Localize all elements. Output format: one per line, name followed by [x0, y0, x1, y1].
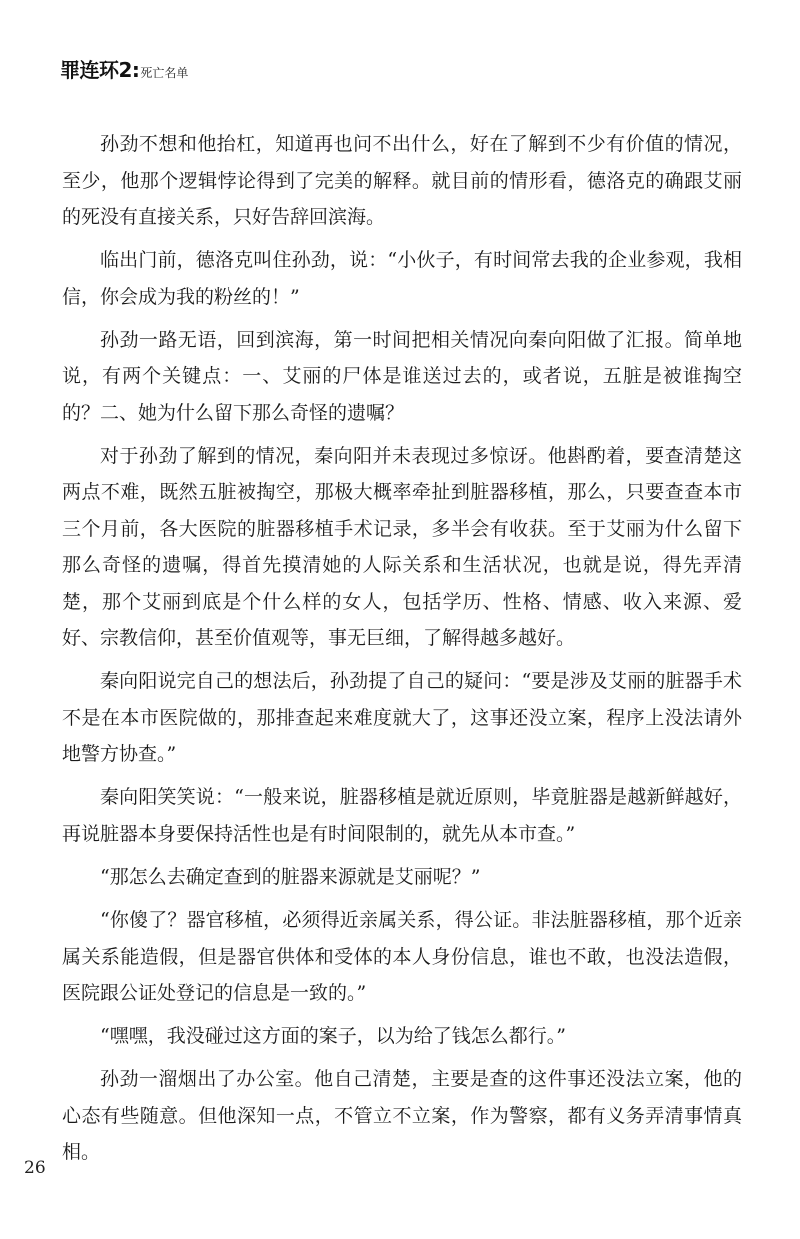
body-text	[62, 126, 742, 1177]
paragraph: “那怎么去确定查到的脏器来源就是艾丽呢？”	[100, 866, 481, 889]
page-number: 26	[24, 1158, 46, 1178]
paragraph: 秦向阳说完自己的想法后，孙劲提了自己的疑问：“要是涉及艾丽的脏器手术不是在本市医院做的，那排查起来难度就大了，这事还没立案，程序上没法请外地警方协查。”	[62, 670, 742, 766]
paragraph: 对于孙劲了解到的情况，秦向阳并未表现过多惊讶。他斟酌着，要查清楚这两点不难，既然五脏被掏空，那极大概率牵扯到脏器移植，那么，只要查查本市三个月前，各大医院的脏器移植手术记录，多半会有收获。至于艾丽为什么留下那么奇怪的遗嘱，得首先摸清她的人际关系和生活状况，也就是说，得先弄清楚，那个艾丽到底是个什么样的女人，包括学历、性格、情感、收入来源、爱好、宗教信仰，甚至价值观等，事无巨细，了解得越多越好。	[62, 444, 742, 650]
paragraph: 孙劲一溜烟出了办公室。他自己清楚，主要是查的这件事还没法立案，他的心态有些随意。但他深知一点，不管立不立案，作为警察，都有义务弄清事情真相。	[62, 1068, 742, 1164]
paragraph: 孙劲不想和他抬杠，知道再也问不出什么，好在了解到不少有价值的情况，至少，他那个逻辑悖论得到了完美的解释。就目前的情形看，德洛克的确跟艾丽的死没有直接关系，只好告辞回滨海。	[62, 133, 742, 228]
paragraph: “你傻了？器官移植，必须得近亲属关系，得公证。非法脏器移植，那个近亲属关系能造假，但是器官供体和受体的本人身份信息，谁也不敢，也没法造假，医院跟公证处登记的信息是一致的。”	[62, 909, 742, 1005]
book-title: 罪连环2:	[60, 58, 140, 82]
running-header	[60, 54, 188, 83]
paragraph: 秦向阳笑笑说：“一般来说，脏器移植是就近原则，毕竟脏器是越新鲜越好，再说脏器本身要保持活性也是有时间限制的，就先从本市查。”	[62, 786, 742, 845]
paragraph: “嘿嘿，我没碰过这方面的案子，以为给了钱怎么都行。”	[100, 1025, 566, 1048]
paragraph: 孙劲一路无语，回到滨海，第一时间把相关情况向秦向阳做了汇报。简单地说，有两个关键点：一、艾丽的尸体是谁送过去的，或者说，五脏是被谁掏空的？二、她为什么留下那么奇怪的遗嘱？	[62, 328, 742, 424]
paragraph: 临出门前，德洛克叫住孙劲，说：“小伙子，有时间常去我的企业参观，我相信，你会成为我的粉丝的！”	[62, 249, 742, 308]
book-subtitle: 死亡名单	[140, 66, 189, 80]
